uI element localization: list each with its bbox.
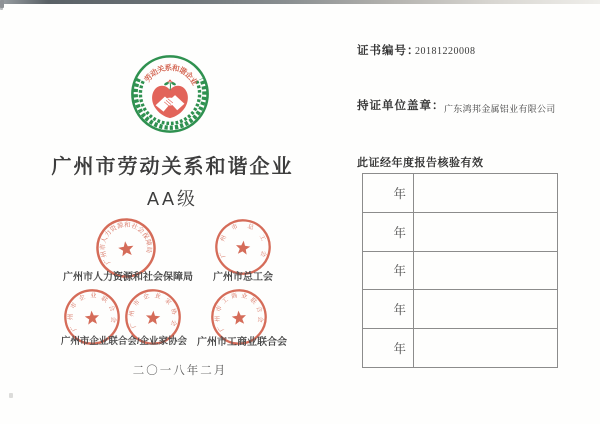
verification-row xyxy=(363,290,557,329)
year-label-cell: 年 xyxy=(363,290,414,328)
seal-caption: 广州市工商业联合会 xyxy=(197,337,287,348)
verification-entry-cell xyxy=(414,213,557,251)
year-label-cell: 年 xyxy=(363,329,414,367)
scan-speck xyxy=(0,0,4,8)
svg-text:广州市工商业联合会: 广州市工商业联合会 xyxy=(214,292,264,333)
emblem-arc-text: 劳动关系和谐企业 xyxy=(142,63,200,88)
verification-row xyxy=(363,252,557,291)
verification-entry-cell xyxy=(414,252,557,290)
verification-row xyxy=(363,329,557,367)
seal-caption: 广州市人力资源和社会保障局 xyxy=(63,272,193,283)
scan-edge-shadow xyxy=(0,0,600,4)
certificate-number-value: 20181220008 xyxy=(415,46,476,57)
apple-handshake-icon xyxy=(152,80,188,119)
year-label-cell: 年 xyxy=(363,174,414,212)
seal-caption: 广州市企业联合会/企业家协会 xyxy=(60,336,188,347)
year-label-cell: 年 xyxy=(363,213,414,251)
svg-text:劳动关系和谐企业 xyxy=(142,62,201,87)
verification-row xyxy=(363,174,557,213)
svg-text:广州市总工会: 广州市总工会 xyxy=(218,222,268,259)
verification-entry-cell xyxy=(414,329,557,367)
year-label-cell: 年 xyxy=(363,252,414,290)
holder-company-name: 广东鸿邦金属铝业有限公司 xyxy=(444,104,556,114)
svg-text:广州市企业联合会: 广州市企业联合会 xyxy=(67,292,117,333)
annual-verification-table xyxy=(362,173,558,368)
certificate-title: 广州市劳动关系和谐企业 xyxy=(51,156,294,178)
svg-text:广州市人力资源和社会保障局: 广州市人力资源和社会保障局 xyxy=(99,221,153,266)
harmonious-enterprise-emblem-icon xyxy=(130,54,210,134)
holder-stamp-label: 持证单位盖章： xyxy=(357,100,445,112)
seal-caption: 广州市总工会 xyxy=(213,272,273,283)
certificate-grade: AA级 xyxy=(146,189,198,209)
verification-row xyxy=(363,213,557,252)
issue-date: 二〇一八年二月 xyxy=(132,365,228,377)
verification-entry-cell xyxy=(414,290,557,328)
verification-entry-cell xyxy=(414,174,557,212)
scan-speck xyxy=(9,393,13,398)
annual-verification-title: 此证经年度报告核验有效 xyxy=(357,157,484,169)
certificate-number-label: 证书编号： xyxy=(357,45,420,57)
svg-text:广州市企业家协会: 广州市企业家协会 xyxy=(128,292,178,330)
